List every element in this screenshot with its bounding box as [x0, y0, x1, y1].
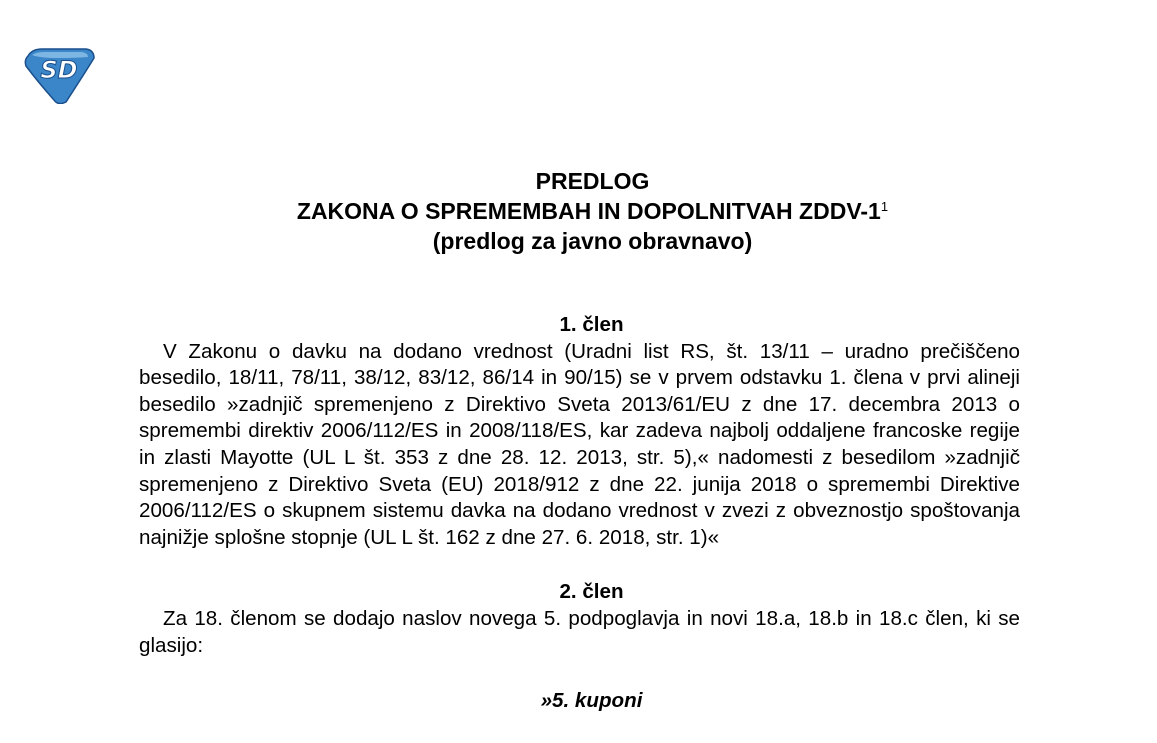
footnote-reference[interactable]: 1: [880, 199, 889, 214]
title-line-law-name: [0, 196, 1157, 226]
article-2-paragraph: Za 18. členom se dodajo naslov novega 5. podpoglavja in novi 18.a, 18.b in 18.c člen, ki se glasijo:: [139, 606, 1020, 657]
title-line-predlog: PREDLOG: [535, 168, 650, 194]
title-line-public-consultation: (predlog za javno obravnavo): [432, 228, 753, 254]
publisher-logo-icon: [22, 46, 96, 104]
law-name-text: ZAKONA O SPREMEMBAH IN DOPOLNITVAH ZDDV-1: [296, 198, 881, 224]
section-spacer: [139, 659, 1020, 688]
document-body: [139, 312, 1020, 715]
article-2-heading: 2. člen: [559, 580, 624, 604]
article-1-paragraph: V Zakonu o davku na dodano vrednost (Uradni list RS, št. 13/11 – uradno prečiščeno besedilo, 18/11, 78/11, 38/12, 83/12, 86/14 in 90/15) se v prvem odstavku 1. člena v prvi alineji besedilo »zadnjič spremenjeno z Direktivo Sveta 2013/61/EU z dne 17. decembra 2013 o spremembi direktiv 2006/112/ES in 2008/118/ES, kar zadeva najbolj oddaljene francoske regije in zlasti Mayotte (UL L št. 353 z dne 28. 12. 2013, str. 5),« nadomesti z besedilom »zadnjič spremenjeno z Direktivo Sveta (EU) 2018/912 z dne 22. junija 2018 o spremembi Direktive 2006/112/ES o skupnem sistemu davka na dodano vrednost v zvezi z obveznostjo spoštovanja najnižje splošne stopnje (UL L št. 162 z dne 27. 6. 2018, str. 1)«: [139, 339, 1020, 549]
logo-letters: SD: [40, 56, 78, 84]
article-1-heading: 1. člen: [559, 313, 624, 336]
subchapter-heading-kuponi: »5. kuponi: [540, 689, 643, 713]
document-title-block: [0, 166, 1157, 256]
section-spacer: [139, 551, 1020, 579]
